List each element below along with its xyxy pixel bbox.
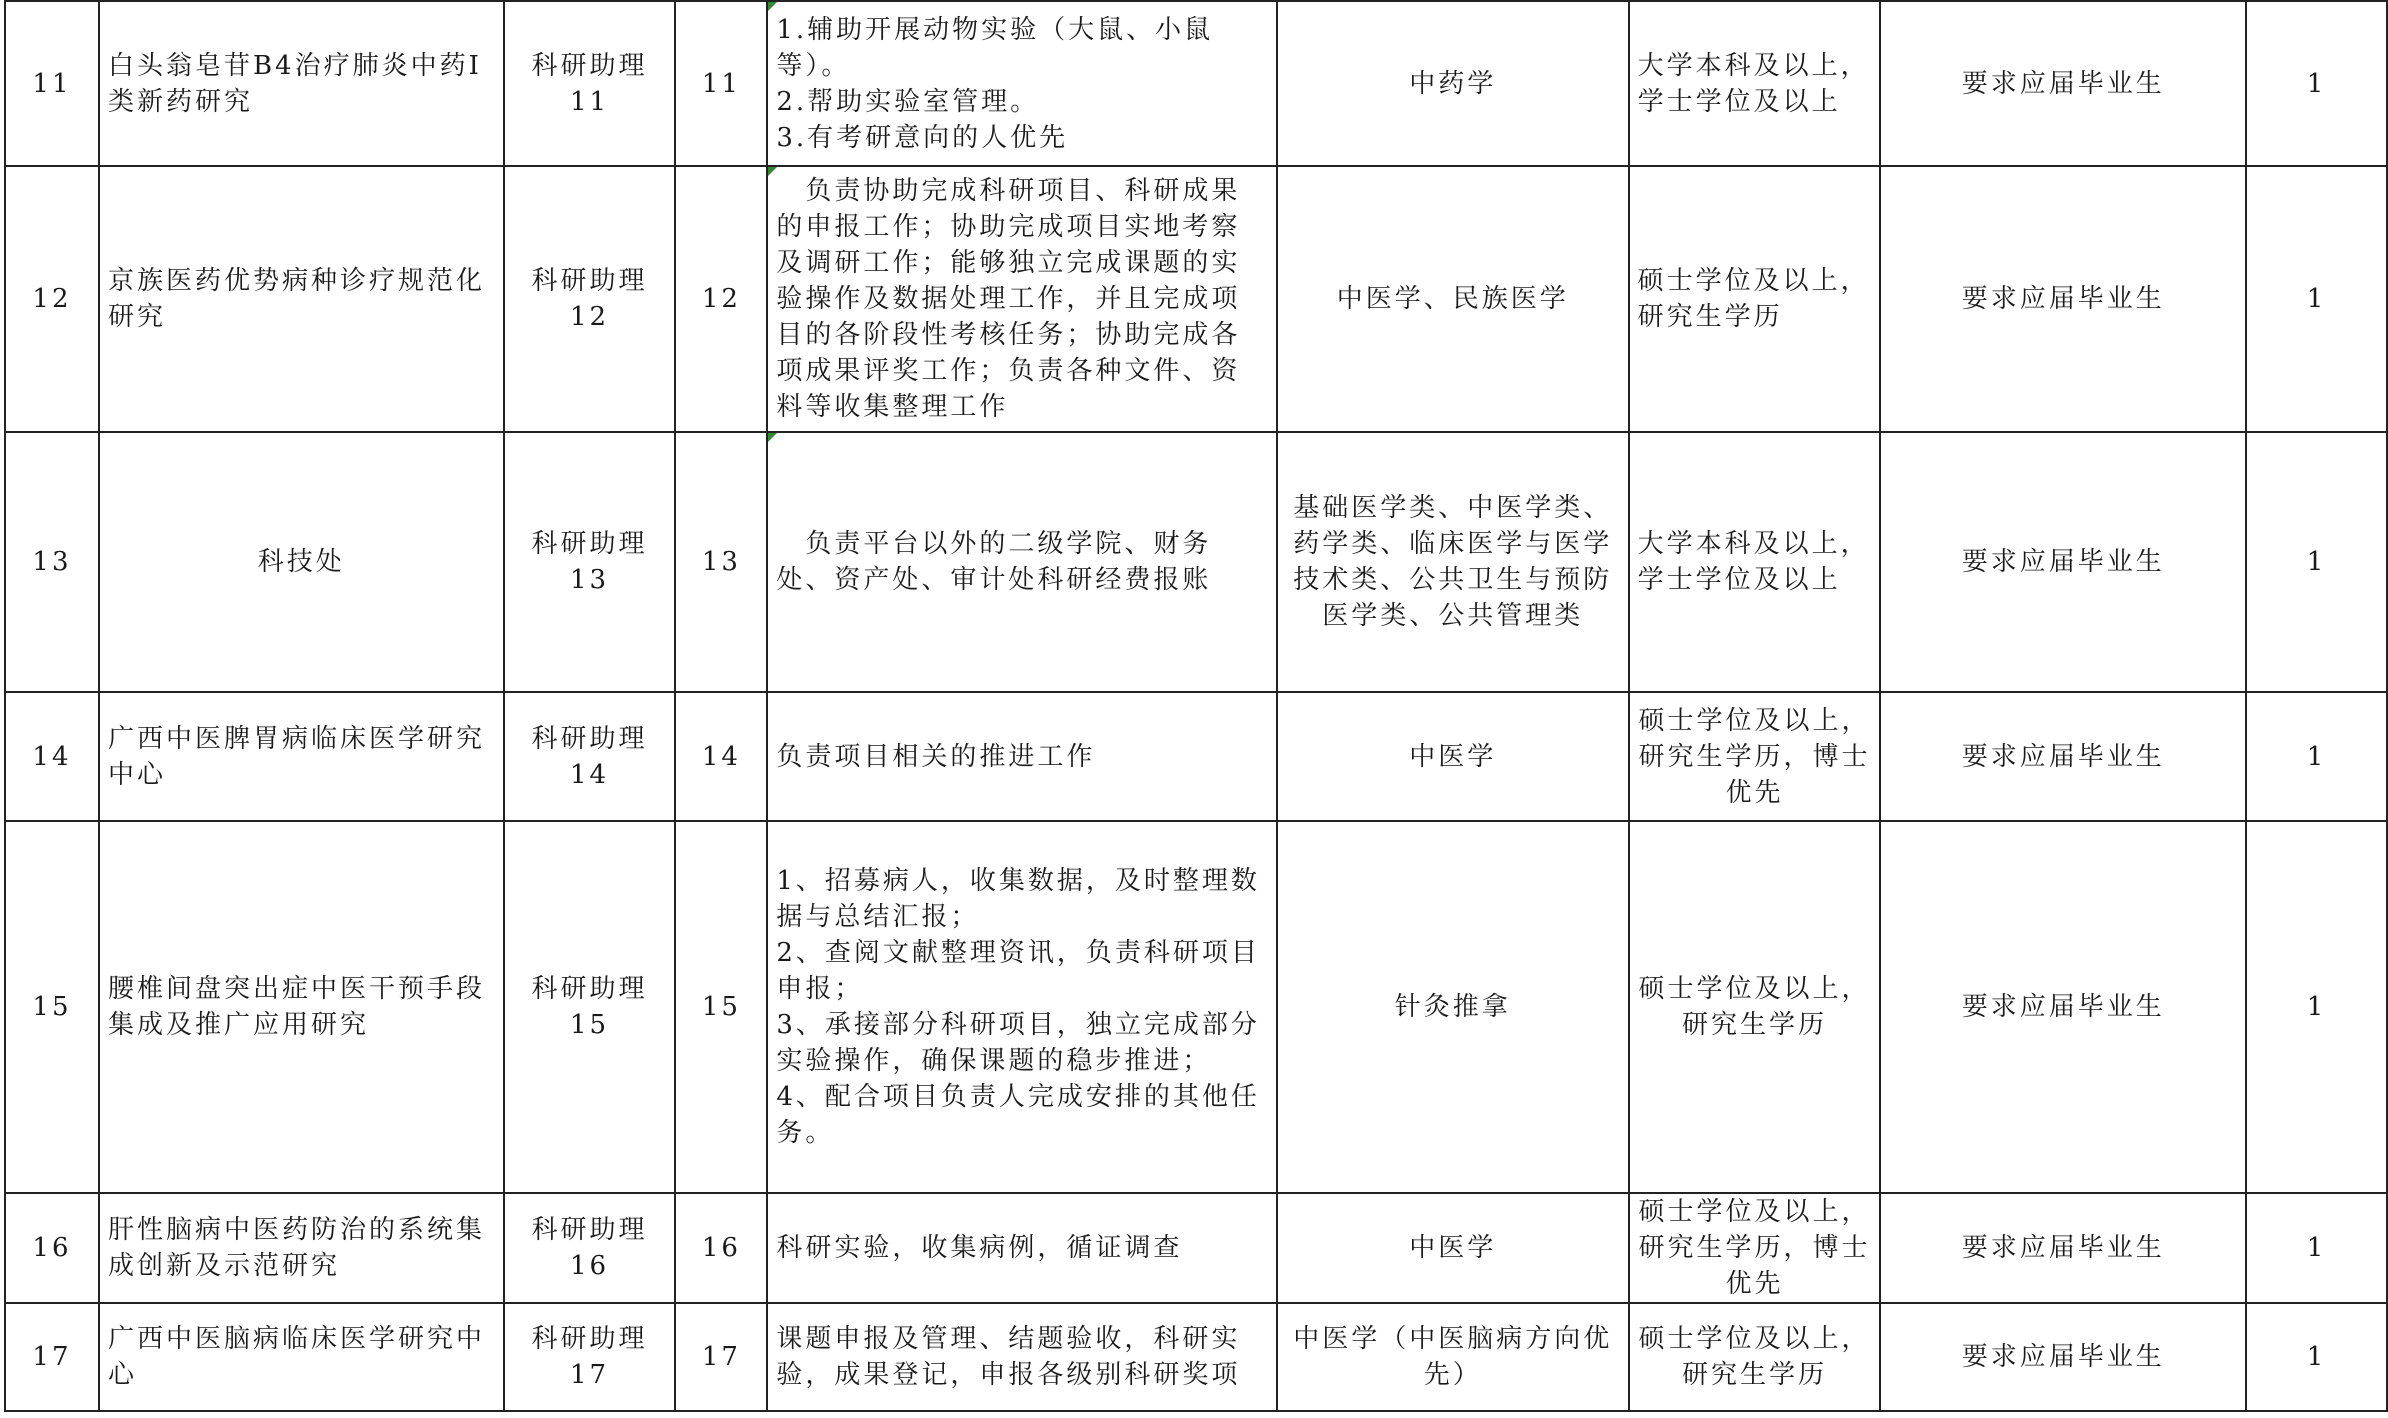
duties-text: 负责平台以外的二级学院、财务处、资产处、审计处科研经费报账 [776, 529, 1212, 595]
project-cell: 科技处 [99, 432, 504, 692]
count-cell: 1 [2246, 432, 2387, 692]
seq-cell: 17 [5, 1303, 99, 1411]
major-cell: 中医学 [1277, 692, 1629, 821]
duties-cell: 科研实验，收集病例，循证调查 [767, 1193, 1277, 1303]
comment-marker [768, 167, 777, 176]
duties-text: 1.辅助开展动物实验（大鼠、小鼠等）。 2.帮助实验室管理。 3.有考研意向的人优先 [776, 14, 1214, 153]
post-no-cell: 17 [675, 1303, 767, 1411]
duties-cell [767, 432, 1277, 692]
count-cell: 1 [2246, 1, 2387, 166]
major-cell: 中药学 [1277, 1, 1629, 166]
other-cell: 要求应届毕业生 [1880, 692, 2246, 821]
post-no-cell: 12 [675, 166, 767, 432]
education-cell: 硕士学位及以上，研究生学历，博士优先 [1629, 692, 1881, 821]
education-cell: 大学本科及以上，学士学位及以上 [1629, 1, 1881, 166]
major-cell: 中医学、民族医学 [1277, 166, 1629, 432]
duties-text: 负责协助完成科研项目、科研成果的申报工作；协助完成项目实地考察及调研工作；能够独立完成课题的实验操作及数据处理工作，并且完成项目的各阶段性考核任务；协助完成各项成果评奖工作；负责各种文件、资料等收集整理工作 [776, 176, 1241, 422]
project-cell: 京族医药优势病种诊疗规范化研究 [99, 166, 504, 432]
duties-cell [767, 1, 1277, 166]
post-cell: 科研助理14 [504, 692, 676, 821]
count-cell: 1 [2246, 1303, 2387, 1411]
post-cell: 科研助理16 [504, 1193, 676, 1303]
project-cell: 腰椎间盘突出症中医干预手段集成及推广应用研究 [99, 821, 504, 1193]
table-row [5, 166, 2387, 432]
post-cell: 科研助理12 [504, 166, 676, 432]
project-cell: 广西中医脑病临床医学研究中心 [99, 1303, 504, 1411]
table-row [5, 1, 2387, 166]
other-cell: 要求应届毕业生 [1880, 1, 2246, 166]
count-cell: 1 [2246, 166, 2387, 432]
seq-cell: 11 [5, 1, 99, 166]
major-cell: 基础医学类、中医学类、药学类、临床医学与医学技术类、公共卫生与预防医学类、公共管理类 [1277, 432, 1629, 692]
major-cell: 中医学（中医脑病方向优先） [1277, 1303, 1629, 1411]
other-cell: 要求应届毕业生 [1880, 821, 2246, 1193]
major-cell: 针灸推拿 [1277, 821, 1629, 1193]
major-cell: 中医学 [1277, 1193, 1629, 1303]
post-cell: 科研助理13 [504, 432, 676, 692]
duties-cell: 1、招募病人，收集数据，及时整理数据与总结汇报； 2、查阅文献整理资讯，负责科研项目申报； 3、承接部分科研项目，独立完成部分实验操作，确保课题的稳步推进； 4、配合项目负责人完成安排的其他任务。 [767, 821, 1277, 1193]
post-cell: 科研助理17 [504, 1303, 676, 1411]
project-cell: 白头翁皂苷B4治疗肺炎中药I类新药研究 [99, 1, 504, 166]
post-no-cell: 16 [675, 1193, 767, 1303]
post-no-cell: 13 [675, 432, 767, 692]
education-cell: 硕士学位及以上，研究生学历 [1629, 821, 1881, 1193]
post-no-cell: 14 [675, 692, 767, 821]
other-cell: 要求应届毕业生 [1880, 1303, 2246, 1411]
seq-cell: 15 [5, 821, 99, 1193]
seq-cell: 12 [5, 166, 99, 432]
post-cell: 科研助理15 [504, 821, 676, 1193]
table-row [5, 692, 2387, 821]
post-cell: 科研助理11 [504, 1, 676, 166]
project-cell: 肝性脑病中医药防治的系统集成创新及示范研究 [99, 1193, 504, 1303]
duties-cell [767, 166, 1277, 432]
seq-cell: 16 [5, 1193, 99, 1303]
count-cell: 1 [2246, 821, 2387, 1193]
table-row [5, 432, 2387, 692]
seq-cell: 13 [5, 432, 99, 692]
education-cell: 硕士学位及以上，研究生学历，博士优先 [1629, 1193, 1881, 1303]
recruitment-table [4, 0, 2388, 1412]
duties-cell: 负责项目相关的推进工作 [767, 692, 1277, 821]
seq-cell: 14 [5, 692, 99, 821]
other-cell: 要求应届毕业生 [1880, 166, 2246, 432]
post-no-cell: 11 [675, 1, 767, 166]
comment-marker [768, 2, 777, 11]
count-cell: 1 [2246, 692, 2387, 821]
count-cell: 1 [2246, 1193, 2387, 1303]
education-cell: 大学本科及以上，学士学位及以上 [1629, 432, 1881, 692]
other-cell: 要求应届毕业生 [1880, 1193, 2246, 1303]
education-cell: 硕士学位及以上，研究生学历 [1629, 1303, 1881, 1411]
duties-cell: 课题申报及管理、结题验收，科研实验，成果登记，申报各级别科研奖项 [767, 1303, 1277, 1411]
table-row [5, 1303, 2387, 1411]
table-row [5, 821, 2387, 1193]
other-cell: 要求应届毕业生 [1880, 432, 2246, 692]
post-no-cell: 15 [675, 821, 767, 1193]
table-row [5, 1193, 2387, 1303]
project-cell: 广西中医脾胃病临床医学研究中心 [99, 692, 504, 821]
comment-marker [768, 433, 777, 442]
education-cell: 硕士学位及以上，研究生学历 [1629, 166, 1881, 432]
